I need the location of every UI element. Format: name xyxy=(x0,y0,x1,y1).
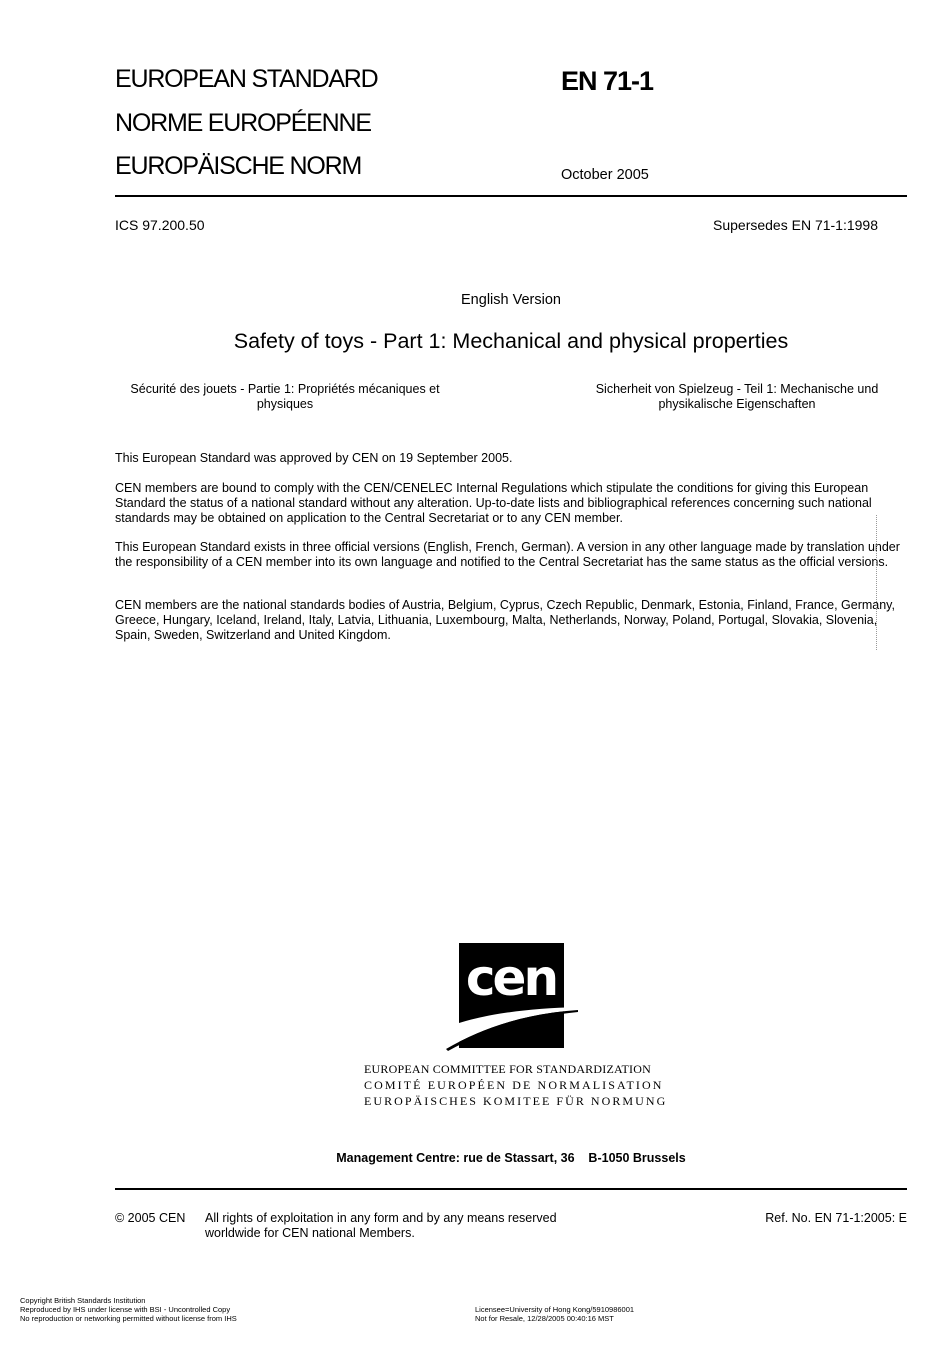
members-paragraph: CEN members are the national standards bodies of Austria, Belgium, Cyprus, Czech Republic, Denmark, Estonia, Finland, France, Germany, Greece, Hungary, Iceland, Ireland, Italy, Latvia, Lithuania, Luxembourg, Malta, Netherlands, Norway, Poland, Portugal, Slovakia, Slovenia, Spain, Sweden, Switzerland and United Kingdom. xyxy=(115,598,895,642)
supersedes: Supersedes EN 71-1:1998 xyxy=(713,217,878,233)
french-title-line2: physiques xyxy=(256,397,314,411)
cen-logo xyxy=(444,943,580,1051)
rights-notice xyxy=(205,1211,557,1241)
version-label: English Version xyxy=(461,292,561,308)
versions-paragraph: This European Standard exists in three official versions (English, French, German). A version in any other language made by translation under the responsibility of a CEN member into its own language and notified to the Central Secretariat has the same status as the official versions. xyxy=(115,540,900,569)
approval-paragraph: This European Standard was approved by CEN on 19 September 2005. xyxy=(115,451,513,465)
licensee-line: Licensee=University of Hong Kong/5910986001 xyxy=(475,1305,635,1314)
standard-number: EN 71-1 xyxy=(561,66,654,96)
committee-name-fr: COMITÉ EUROPÉEN DE NORMALISATION xyxy=(364,1078,664,1092)
footer-rule xyxy=(115,1188,907,1190)
committee-name-en: EUROPEAN COMMITTEE FOR STANDARDIZATION xyxy=(364,1062,651,1076)
cen-logo-graphic xyxy=(444,943,580,1051)
french-title xyxy=(115,382,455,412)
publication-date: October 2005 xyxy=(561,167,649,183)
resale-line: Not for Resale, 12/28/2005 00:40:16 MST xyxy=(475,1314,614,1323)
management-centre: Management Centre: rue de Stassart, 36 B-1050 Brussels xyxy=(336,1151,686,1165)
title-fr: NORME EUROPÉENNE xyxy=(115,109,371,137)
cen-logo-text: cen xyxy=(465,949,557,1007)
copyright-notice: © 2005 CEN xyxy=(115,1211,186,1225)
french-title-line1: Sécurité des jouets - Partie 1: Propriétés mécaniques et xyxy=(130,382,440,396)
license-stamp-left xyxy=(20,1296,237,1323)
license-line: No reproduction or networking permitted without license from IHS xyxy=(20,1314,237,1323)
license-line: Copyright British Standards Institution xyxy=(20,1296,146,1305)
license-line: Reproduced by IHS under license with BSI - Uncontrolled Copy xyxy=(20,1305,231,1314)
rights-line2: worldwide for CEN national Members. xyxy=(205,1226,415,1240)
german-title-line1: Sicherheit von Spielzeug - Teil 1: Mechanische und xyxy=(595,382,879,396)
main-title: Safety of toys - Part 1: Mechanical and physical properties xyxy=(233,329,789,353)
german-title-line2: physikalische Eigenschaften xyxy=(658,397,816,411)
ics-code: ICS 97.200.50 xyxy=(115,217,205,233)
reference-number: Ref. No. EN 71-1:2005: E xyxy=(765,1211,907,1225)
edge-marks xyxy=(876,515,880,650)
title-de: EUROPÄISCHE NORM xyxy=(115,152,362,180)
header-rule xyxy=(115,195,907,197)
compliance-paragraph: CEN members are bound to comply with the CEN/CENELEC Internal Regulations which stipulate the conditions for giving this European Standard the status of a national standard without any alteration. Up-to-date lists and bibliographical references concerning such national standards may be obtained on application to the Central Secretariat or to any CEN member. xyxy=(115,481,872,525)
rights-line1: All rights of exploitation in any form and by any means reserved xyxy=(205,1211,557,1225)
title-en: EUROPEAN STANDARD xyxy=(115,65,378,93)
license-stamp-right xyxy=(475,1305,634,1323)
committee-name-de: EUROPÄISCHES KOMITEE FÜR NORMUNG xyxy=(364,1094,668,1108)
german-title xyxy=(572,382,902,412)
